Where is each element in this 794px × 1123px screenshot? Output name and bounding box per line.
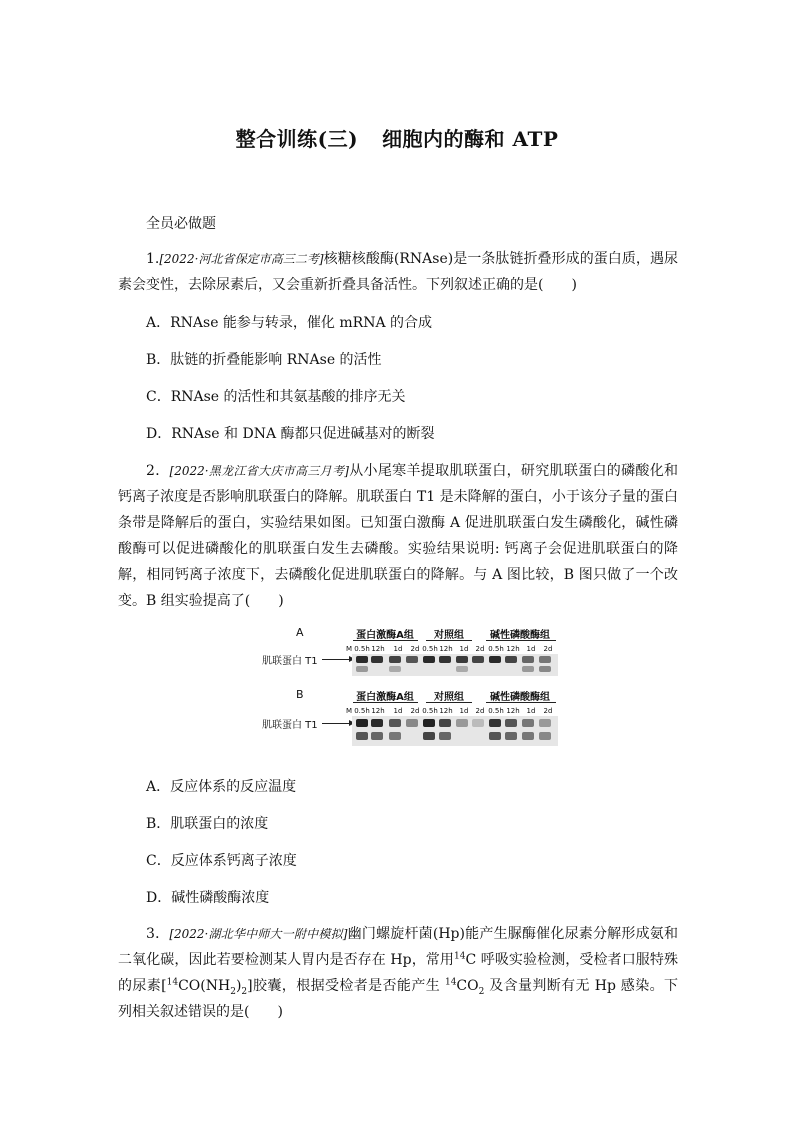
q3-sub-2: 2 <box>241 986 248 997</box>
panel-b-label: B <box>296 688 304 701</box>
q2-option-b: B．肌联蛋白的浓度 <box>146 816 269 832</box>
question-2 <box>118 458 678 614</box>
gel-band <box>489 656 501 663</box>
gel-band <box>356 719 368 727</box>
question-1 <box>118 246 678 298</box>
gel-band <box>439 732 451 740</box>
lane-label: 0.5h <box>422 707 438 715</box>
lane-label: 12h <box>439 645 453 653</box>
gel-band <box>456 666 468 672</box>
gel-band <box>522 666 534 672</box>
panel-b-group-control: 对照组 <box>434 692 464 703</box>
lane-label: 2d <box>543 707 553 715</box>
gel-band <box>439 719 451 727</box>
lane-label: 2d <box>543 645 553 653</box>
panel-a-group-line-3 <box>486 640 556 641</box>
gel-band <box>539 656 551 663</box>
lane-label: 1d <box>459 645 469 653</box>
gel-band <box>539 719 551 727</box>
q3-source: [2022·湖北华中师大一附中模拟] <box>169 927 348 941</box>
gel-figure <box>258 620 558 750</box>
gel-band <box>505 732 517 740</box>
q2-option-c: C．反应体系钙离子浓度 <box>146 853 297 869</box>
question-3 <box>118 921 678 1025</box>
lane-label: 0.5h <box>488 645 504 653</box>
q3-stem-b: C 呼吸实验检测，受检者口服特殊的尿素[ <box>118 952 678 994</box>
panel-a-group-line-1 <box>353 640 418 641</box>
q3-sup-2: 14 <box>166 977 179 988</box>
panel-b-group-kinase: 蛋白激酶A组 <box>356 692 414 703</box>
q3-stem-g: 及含量判断有无 Hp 感染。下列相关叙述错误的是( ) <box>118 978 678 1020</box>
panel-a-group-control: 对照组 <box>434 630 464 641</box>
gel-band <box>423 719 435 727</box>
q3-sub-3: 2 <box>478 986 485 997</box>
lane-label: 1d <box>393 645 403 653</box>
gel-band <box>522 719 534 727</box>
q3-sub-1: 2 <box>230 986 236 997</box>
lane-label: 12h <box>439 707 453 715</box>
gel-band <box>489 719 501 727</box>
q3-stem-d: ) <box>235 978 242 994</box>
lane-label: 12h <box>506 645 520 653</box>
title-part2: 细胞内的酶和 ATP <box>382 127 559 151</box>
gel-band <box>456 656 468 663</box>
lane-label: 12h <box>371 645 385 653</box>
gel-band <box>539 666 551 672</box>
lane-label: 1d <box>526 707 536 715</box>
gel-band <box>389 732 401 740</box>
lane-label: 12h <box>371 707 385 715</box>
lane-label: 1d <box>459 707 469 715</box>
gel-band <box>356 656 368 663</box>
q1-option-a: A．RNAse 能参与转录，催化 mRNA 的合成 <box>146 315 433 331</box>
q3-sup-1: 14 <box>454 951 466 962</box>
gel-band <box>389 666 401 672</box>
gel-band <box>522 656 534 663</box>
q3-stem-f: CO <box>456 978 479 994</box>
q1-option-b: B．肽链的折叠能影响 RNAse 的活性 <box>146 352 382 368</box>
q1-option-d: D．RNAse 和 DNA 酶都只促进碱基对的断裂 <box>146 426 435 442</box>
lane-label: 2d <box>410 707 420 715</box>
panel-a-gel <box>352 654 558 676</box>
gel-band <box>505 719 517 727</box>
gel-band <box>389 719 401 727</box>
gel-band <box>472 719 484 727</box>
title-part1: 整合训练(三) <box>235 127 359 151</box>
lane-label: 1d <box>526 645 536 653</box>
gel-band <box>522 732 534 740</box>
page-title <box>0 123 794 152</box>
gel-band <box>371 656 383 663</box>
q2-option-a: A．反应体系的反应温度 <box>146 779 297 795</box>
gel-band <box>489 732 501 740</box>
q2-number: 2． <box>146 463 170 479</box>
q1-option-c: C．RNAse 的活性和其氨基酸的排序无关 <box>146 389 406 405</box>
gel-band <box>371 719 383 727</box>
q3-number: 3． <box>146 926 170 942</box>
lane-label: 0.5h <box>354 645 370 653</box>
panel-a-arrow <box>322 659 354 660</box>
panel-b-gel <box>352 716 558 746</box>
lane-label: 12h <box>506 707 520 715</box>
gel-band <box>423 732 435 740</box>
gel-band <box>356 666 368 672</box>
panel-b-group-phosphatase: 碱性磷酸酶组 <box>490 692 550 703</box>
gel-band <box>406 719 418 727</box>
lane-label: M <box>345 645 353 653</box>
q1-source: [2022·河北省保定市高三二考] <box>159 252 324 266</box>
q3-stem-e: ]胶囊，根据受检者是否能产生 <box>247 978 445 994</box>
gel-band <box>423 656 435 663</box>
panel-b-row-label: 肌联蛋白 T1 <box>262 720 318 731</box>
lane-label: 2d <box>410 645 420 653</box>
panel-a-label: A <box>296 626 304 639</box>
q1-number: 1. <box>146 251 160 267</box>
gel-band <box>406 656 418 663</box>
panel-a-group-phosphatase: 碱性磷酸酶组 <box>490 630 550 641</box>
lane-label: 2d <box>475 645 485 653</box>
gel-band <box>539 732 551 740</box>
section-label: 全员必做题 <box>146 216 216 232</box>
lane-label: M <box>345 707 353 715</box>
q1-stem: 核糖核酸酶(RNAse)是一条肽链折叠形成的蛋白质，遇尿素会变性，去除尿素后，又会重新折叠具备活性。下列叙述正确的是( ) <box>118 251 679 293</box>
panel-b-group-line-1 <box>353 702 418 703</box>
q2-source: [2022·黑龙江省大庆市高三月考] <box>169 464 349 478</box>
gel-band <box>456 719 468 727</box>
gel-band <box>505 656 517 663</box>
q2-stem: 从小尾寒羊提取肌联蛋白，研究肌联蛋白的磷酸化和钙离子浓度是否影响肌联蛋白的降解。肌联蛋白 T1 是未降解的蛋白，小于该分子量的蛋白条带是降解后的蛋白，实验结果如图。已知蛋白激酶 A 促进肌联蛋白发生磷酸化，碱性磷酸酶可以促进磷酸化的肌联蛋白发生去磷酸。实验结果说明: 钙离子会促进肌联蛋白的降解，相同钙离子浓度下，去磷酸化促进肌联蛋白的降解。与 A 图比较，B 图只做了一个改变。B 组实验提高了( ) <box>118 463 678 609</box>
panel-a-row-label: 肌联蛋白 T1 <box>262 656 318 667</box>
gel-band <box>371 732 383 740</box>
q3-sup-3: 14 <box>444 977 457 988</box>
panel-b-arrow <box>322 723 354 724</box>
panel-b-group-line-3 <box>486 702 556 703</box>
q2-option-d: D．碱性磷酸酶浓度 <box>146 890 270 906</box>
lane-label: 2d <box>475 707 485 715</box>
panel-a-group-kinase: 蛋白激酶A组 <box>356 630 414 641</box>
gel-band <box>356 732 368 740</box>
q3-stem-a: 幽门螺旋杆菌(Hp)能产生脲酶催化尿素分解形成氨和二氧化碳，因此若要检测某人胃内是否存在 Hp，常用 <box>118 926 678 968</box>
q3-stem-c: CO(NH <box>178 978 231 994</box>
lane-label: 0.5h <box>422 645 438 653</box>
lane-label: 0.5h <box>488 707 504 715</box>
lane-label: 0.5h <box>354 707 370 715</box>
panel-a-group-line-2 <box>426 640 472 641</box>
gel-band <box>439 656 451 663</box>
gel-band <box>389 656 401 663</box>
lane-label: 1d <box>393 707 403 715</box>
gel-band <box>472 656 484 663</box>
panel-b-group-line-2 <box>426 702 472 703</box>
